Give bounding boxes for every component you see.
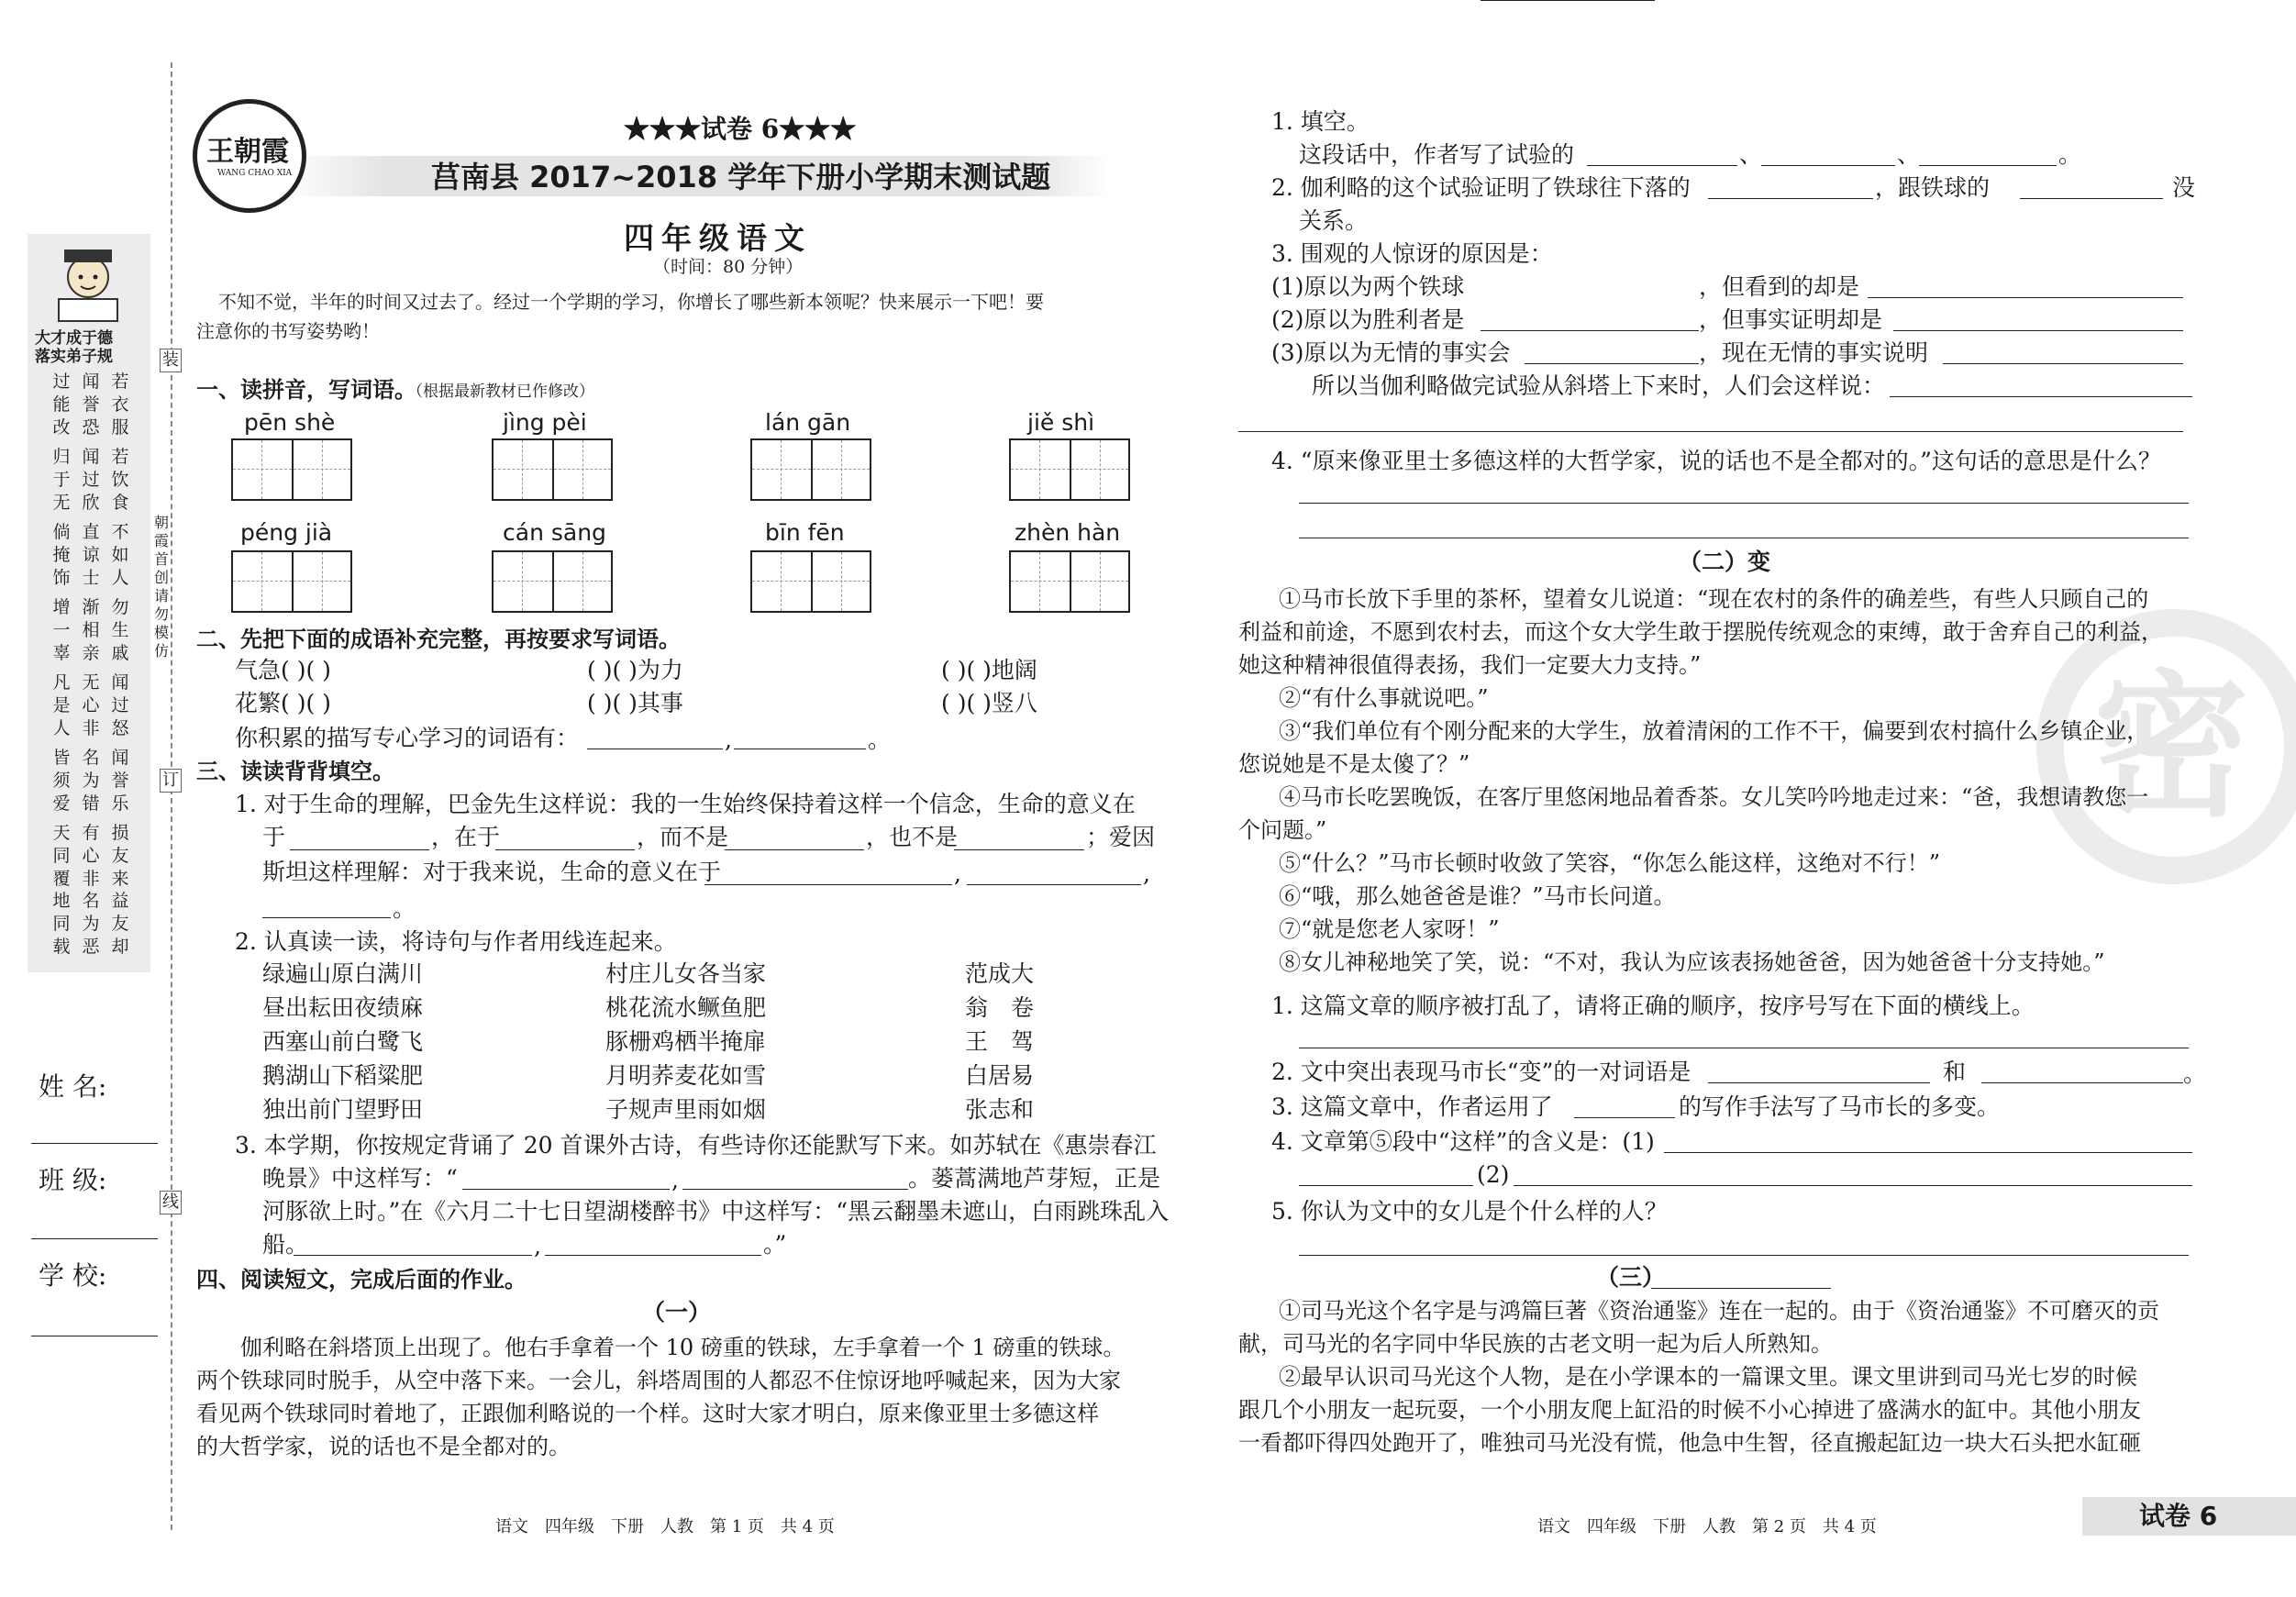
poet-name[interactable]: 范成大 [965, 960, 1035, 987]
passage-line: ②最早认识司马光这个人物，是在小学课本的一篇课文里。课文里讲到司马光七岁的时候 [1279, 1364, 2137, 1390]
passage-1-title: （一） [642, 1299, 712, 1325]
poem-line[interactable]: 独出前门望野田 [262, 1096, 424, 1123]
poet-name[interactable]: 翁 卷 [965, 994, 1035, 1021]
char-grid[interactable] [750, 550, 871, 613]
intro-text: 不知不觉，半年的时间又过去了。经过一个学期的学习，你增长了哪些新本领呢？快来展示一下吧！要 [218, 291, 1044, 313]
question: 3. 本学期，你按规定背诵了 20 首课外古诗，有些诗你还能默写下来。如苏轼在《惠崇春江 [235, 1132, 1157, 1159]
poem-column: 倘掩饰 [52, 522, 71, 588]
answer-blank[interactable] [1238, 431, 2183, 432]
footer-left: 语文 四年级 下册 人教 第 1 页 共 4 页 [495, 1517, 835, 1536]
idiom[interactable]: ( )( )其事 [587, 690, 683, 716]
poem-line[interactable]: 西塞山前白鹭飞 [262, 1028, 424, 1055]
answer-blank[interactable] [1299, 1255, 2189, 1256]
pinyin: lán gān [765, 409, 851, 436]
sep: 。 [393, 895, 416, 922]
char-grid[interactable] [750, 438, 871, 501]
question: 3. 这篇文章中，作者运用了 [1271, 1093, 1553, 1120]
class-field[interactable] [31, 1238, 158, 1239]
poem-column: 若饮食 [111, 447, 129, 513]
sep: , [671, 1167, 679, 1193]
pinyin: jìng pèi [503, 409, 587, 436]
sep: 、 [1897, 141, 1921, 168]
poem-column: 渐相亲 [82, 597, 100, 663]
sep: 、 [1739, 141, 1763, 168]
passage-line: 一看都吓得四处跑开了，唯独司马光没有慌，他急中生智，径直搬起缸边一块大石头把水缸砸 [1238, 1430, 2141, 1456]
poem-column: 若衣服 [111, 372, 129, 438]
section-1-title: 一、读拼音，写词语。 [196, 377, 416, 403]
poem-column: 益友却 [111, 891, 129, 957]
poem-column: 无心非 [82, 672, 100, 738]
answer-blank[interactable] [1525, 363, 1699, 364]
question-part: 这段话中，作者写了试验的 [1299, 141, 1575, 168]
question-part: (3)原以为无情的事实会 [1271, 339, 1511, 366]
answer-blank[interactable] [1587, 165, 1737, 166]
question-part: ，跟铁球的 [1875, 174, 1991, 201]
question-part: 于 [262, 824, 286, 850]
answer-blank[interactable] [545, 1255, 761, 1256]
answer-blank[interactable] [294, 1255, 532, 1256]
answer-blank[interactable] [462, 1189, 670, 1190]
sep: , [954, 860, 961, 887]
answer-blank[interactable] [1299, 503, 2189, 504]
paper-label: ★★★试卷 6★★★ [624, 114, 857, 144]
pinyin: bīn fēn [765, 519, 845, 546]
question: 4. “原来像亚里士多德这样的大哲学家，说的话也不是全都对的。”这句话的意思是什么？ [1271, 448, 2161, 474]
question-part: 。” [763, 1231, 787, 1258]
poem-line[interactable]: 桃花流水鳜鱼肥 [605, 994, 767, 1021]
passage-line: ①司马光这个名字是与鸿篇巨著《资治通鉴》连在一起的。由于《资治通鉴》不可磨灭的贡 [1279, 1298, 2159, 1324]
intro-text: 注意你的书写姿势哟！ [196, 320, 380, 342]
binding-line [171, 62, 172, 1530]
class-label: 班 级: [39, 1165, 107, 1195]
poem-line[interactable]: 子规声里雨如烟 [605, 1096, 767, 1123]
poem-column: 闻誉乐 [111, 748, 129, 814]
binding-note: 朝霞首创 请勿模仿 [153, 514, 169, 660]
question-part: (2) [1477, 1161, 1510, 1188]
poem-column: 皆须爱 [52, 748, 71, 814]
poem-column: 过能改 [52, 372, 71, 438]
char-grid[interactable] [231, 550, 352, 613]
passage-line: ⑥“哦，那么她爸爸是谁？”马市长问道。 [1279, 883, 1676, 909]
question-part: ，但看到的却是 [1699, 273, 1860, 300]
seal-text: 密 [2093, 655, 2250, 838]
question-part: ，也不是 [866, 824, 959, 850]
passage-line: 献，司马光的名字同中华民族的古老文明一起为后人所熟知。 [1238, 1331, 1833, 1357]
answer-blank[interactable] [725, 849, 864, 850]
idiom[interactable]: 花繁( )( ) [235, 690, 331, 716]
passage-line: 看见两个铁球同时着地了，正跟伽利略说的一个样。这时大家才明白，原来像亚里士多德这样 [196, 1401, 1099, 1426]
poem-column: 勿生戚 [111, 597, 129, 663]
answer-blank[interactable] [1481, 330, 1699, 331]
question: 2. 文中突出表现马市长“变”的一对词语是 [1271, 1059, 1691, 1085]
question-part: (2)原以为胜利者是 [1271, 306, 1465, 333]
logo [193, 99, 306, 213]
answer-blank[interactable] [262, 917, 391, 918]
passage-line: ⑦“就是您老人家呀！” [1279, 916, 1500, 942]
answer-blank[interactable] [1893, 330, 2183, 331]
question-part: 斯坦这样理解：对于我来说，生命的意义在于 [262, 859, 722, 885]
poem-line[interactable]: 鹅湖山下稻粱肥 [262, 1062, 424, 1089]
passage-line: 的大哲学家，说的话也不是全都对的。 [196, 1434, 571, 1459]
footer-right: 语文 四年级 下册 人教 第 2 页 共 4 页 [1537, 1517, 1877, 1536]
binding-mark: 装 [160, 349, 182, 372]
study-words-prompt: 你积累的描写专心学习的词语有： [235, 725, 580, 751]
poem-line[interactable]: 昼出耘田夜绩麻 [262, 994, 424, 1021]
passage-line: 利益和前途，不愿到农村去，而这个女大学生敢于摆脱传统观念的束缚，敢于舍弃自己的利益， [1238, 619, 2163, 645]
passage-line: 伽利略在斜塔顶上出现了。他右手拿着一个 10 磅重的铁球，左手拿着一个 1 磅重的铁球。 [240, 1335, 1126, 1360]
answer-blank[interactable] [290, 849, 429, 850]
name-field[interactable] [31, 1143, 158, 1144]
passage-2-title: （二）变 [1679, 549, 1771, 575]
passage-3-title: （三） [1596, 1264, 1666, 1291]
pinyin: péng jià [240, 519, 333, 546]
question-part: 的写作手法写了马市长的多变。 [1679, 1093, 2001, 1120]
question-part: ，但事实证明却是 [1699, 306, 1883, 333]
answer-blank[interactable] [1299, 1185, 1473, 1186]
pinyin: pēn shè [244, 409, 336, 436]
question: 1. 这篇文章的顺序被打乱了，请将正确的顺序，按序号写在下面的横线上。 [1271, 993, 2035, 1019]
passage-line: ③“我们单位有个刚分配来的大学生，放着清闲的工作不干，偏要到农村搞什么乡镇企业， [1279, 718, 2149, 744]
sep: , [534, 1233, 541, 1259]
char-grid[interactable] [1009, 438, 1130, 501]
question-part: ，而不是 [637, 824, 729, 850]
passage-line: ④马市长吃罢晚饭，在客厅里悠闲地品着香茶。女儿笑吟吟地走过来：“爸，我想请教您一 [1279, 784, 2149, 810]
poem-column: 凡是人 [52, 672, 71, 738]
answer-blank[interactable] [1761, 165, 1895, 166]
poem-line[interactable]: 绿遍山原白满川 [262, 960, 424, 987]
question-part: 所以当伽利略做完试验从斜塔上下来时，人们会这样说： [1312, 372, 1886, 399]
char-grid[interactable] [1009, 550, 1130, 613]
exam-time: （时间：80 分钟） [653, 257, 804, 277]
poem-column: 增一辜 [52, 597, 71, 663]
idiom[interactable]: ( )( )竖八 [941, 690, 1037, 716]
idiom[interactable]: 气急( )( ) [235, 657, 331, 683]
question-part: ，在于 [431, 824, 501, 850]
answer-blank[interactable] [1919, 165, 2057, 166]
poem-column: 地同载 [52, 891, 71, 957]
motto-poem [48, 371, 139, 958]
passage-line: 她这种精神很值得表扬，我们一定要大力支持。” [1238, 652, 1702, 678]
sep: 。 [2183, 1060, 2207, 1087]
answer-blank[interactable] [704, 884, 952, 885]
section-1-note: （根据最新教材已作修改） [407, 383, 594, 401]
question-part: ；爱因 [1086, 824, 1156, 850]
poem-line[interactable]: 月明荞麦花如雪 [605, 1062, 767, 1089]
poem-line[interactable]: 豚栅鸡栖半掩扉 [605, 1028, 767, 1055]
passage-line: ⑧女儿神秘地笑了笑，说：“不对，我认为应该表扬她爸爸，因为她爸爸十分支持她。” [1279, 949, 2105, 975]
pinyin: jiě shì [1027, 409, 1095, 436]
question-part: 。蒌蒿满地芦芽短，正是 [908, 1165, 1161, 1192]
answer-blank[interactable] [682, 1189, 908, 1190]
question: 1. 对于生命的理解，巴金先生这样说：我的一生始终保持着这样一个信念，生命的意义在 [235, 791, 1136, 817]
poem-column: 直谅士 [82, 522, 100, 588]
sep: 。 [2058, 141, 2082, 168]
section-2-title: 二、先把下面的成语补充完整，再按要求写词语。 [196, 627, 681, 652]
answer-blank[interactable] [967, 884, 1141, 885]
answer-blank[interactable] [2020, 198, 2163, 199]
answer-blank[interactable] [1708, 1082, 1930, 1083]
answer-blank[interactable] [1514, 1185, 2192, 1186]
question-part: 关系。 [1299, 207, 1369, 234]
section-4-title: 四、阅读短文，完成后面的作业。 [196, 1267, 527, 1292]
footer-label: 试卷 6 [2139, 1501, 2218, 1531]
sep: , [1143, 860, 1150, 887]
question-part: 河豚欲上时。”在《六月二十七日望湖楼醉书》中这样写：“黑云翻墨未遮山，白雨跳珠乱入 [262, 1198, 1170, 1225]
question-part: ，现在无情的事实说明 [1699, 339, 1929, 366]
motto-2: 落实弟子规 [35, 348, 113, 366]
passage-line: ②“有什么事就说吧。” [1279, 685, 1489, 711]
passage-line: 跟几个小朋友一起玩耍，一个小朋友爬上缸沿的时候不小心掉进了盛满水的缸中。其他小朋友 [1238, 1397, 2141, 1423]
answer-blank[interactable] [1981, 1082, 2183, 1083]
poem-column: 不如人 [111, 522, 129, 588]
section-3-title: 三、读读背背填空。 [196, 759, 394, 784]
poem-column: 归于无 [52, 447, 71, 513]
char-grid[interactable] [231, 438, 352, 501]
question-part: 没 [2172, 174, 2196, 201]
question: 1. 填空。 [1271, 108, 1370, 135]
question: 2. 伽利略的这个试验证明了铁球往下落的 [1271, 174, 1691, 201]
binding-mark: 线 [160, 1191, 182, 1214]
motto-1: 大才成于德 [35, 329, 113, 348]
exam-title: 莒南县 2017~2018 学年下册小学期末测试题 [431, 160, 1051, 194]
poet-name[interactable]: 白居易 [965, 1062, 1035, 1089]
logo-sub: WANG CHAO XIA [217, 169, 293, 178]
answer-blank[interactable] [1651, 1288, 1831, 1289]
question: 5. 你认为文中的女儿是个什么样的人？ [1271, 1198, 1668, 1225]
poem-column: 名为恶 [82, 891, 100, 957]
scholar-figure-icon [37, 240, 139, 325]
question-part: (1)原以为两个铁球 [1271, 273, 1465, 300]
binding-mark: 订 [160, 769, 182, 793]
poem-column: 天同覆 [52, 823, 71, 889]
poet-name[interactable]: 王 驾 [965, 1028, 1035, 1055]
poem-column: 闻过欣 [82, 447, 100, 513]
poem-column: 有心非 [82, 823, 100, 889]
sep: 。 [868, 726, 892, 753]
answer-blank[interactable] [1868, 297, 2183, 298]
char-grid[interactable] [492, 438, 613, 501]
char-grid[interactable] [492, 550, 613, 613]
answer-blank[interactable] [1481, 0, 1655, 1]
question: 2. 认真读一读，将诗句与作者用线连起来。 [235, 928, 677, 955]
idiom[interactable]: ( )( )为力 [587, 657, 683, 683]
answer-blank[interactable] [495, 849, 635, 850]
logo-text: 王朝霞 [206, 136, 289, 168]
question-part: 晚景》中这样写：“ [262, 1165, 458, 1192]
poet-name[interactable]: 张志和 [965, 1096, 1035, 1123]
answer-blank[interactable] [1708, 198, 1873, 199]
question-part: 船。 [262, 1231, 309, 1258]
question: 3. 围观的人惊讶的原因是： [1271, 240, 1553, 267]
subject-title: 四年级语文 [624, 220, 812, 256]
question: 4. 文章第⑤段中“这样”的含义是：(1) [1271, 1128, 1655, 1155]
passage-line: ⑤“什么？”马市长顿时收敛了笑容，“你怎么能这样，这绝对不行！” [1279, 850, 1941, 876]
passage-line: ①马市长放下手里的茶杯，望着女儿说道：“现在农村的条件的确差些，有些人只顾自己的 [1279, 586, 2149, 612]
idiom[interactable]: ( )( )地阔 [941, 657, 1037, 683]
answer-blank[interactable] [954, 849, 1084, 850]
passage-line: 个问题。” [1238, 817, 1327, 843]
name-label: 姓 名: [39, 1071, 107, 1102]
sep: , [725, 726, 732, 753]
poem-line[interactable]: 村庄儿女各当家 [605, 960, 767, 987]
pinyin: zhèn hàn [1015, 519, 1121, 546]
poem-column: 闻过怒 [111, 672, 129, 738]
answer-blank[interactable] [1664, 1152, 2192, 1153]
answer-blank[interactable] [1890, 396, 2192, 397]
pinyin: cán sāng [503, 519, 606, 546]
school-label: 学 校: [39, 1260, 107, 1291]
passage-line: 两个铁球同时脱手，从空中落下来。一会儿，斜塔周围的人都忍不住惊讶地呼喊起来，因为大家 [196, 1368, 1121, 1393]
answer-blank[interactable] [1943, 363, 2183, 364]
poem-column: 闻誉恐 [82, 372, 100, 438]
question-part: 和 [1943, 1059, 1967, 1085]
poem-column: 损友来 [111, 823, 129, 889]
seal-watermark [2036, 609, 2296, 884]
poem-column: 名为错 [82, 748, 100, 814]
answer-blank[interactable] [1574, 1117, 1675, 1118]
passage-line: 您说她是不是太傻了？” [1238, 751, 1470, 777]
